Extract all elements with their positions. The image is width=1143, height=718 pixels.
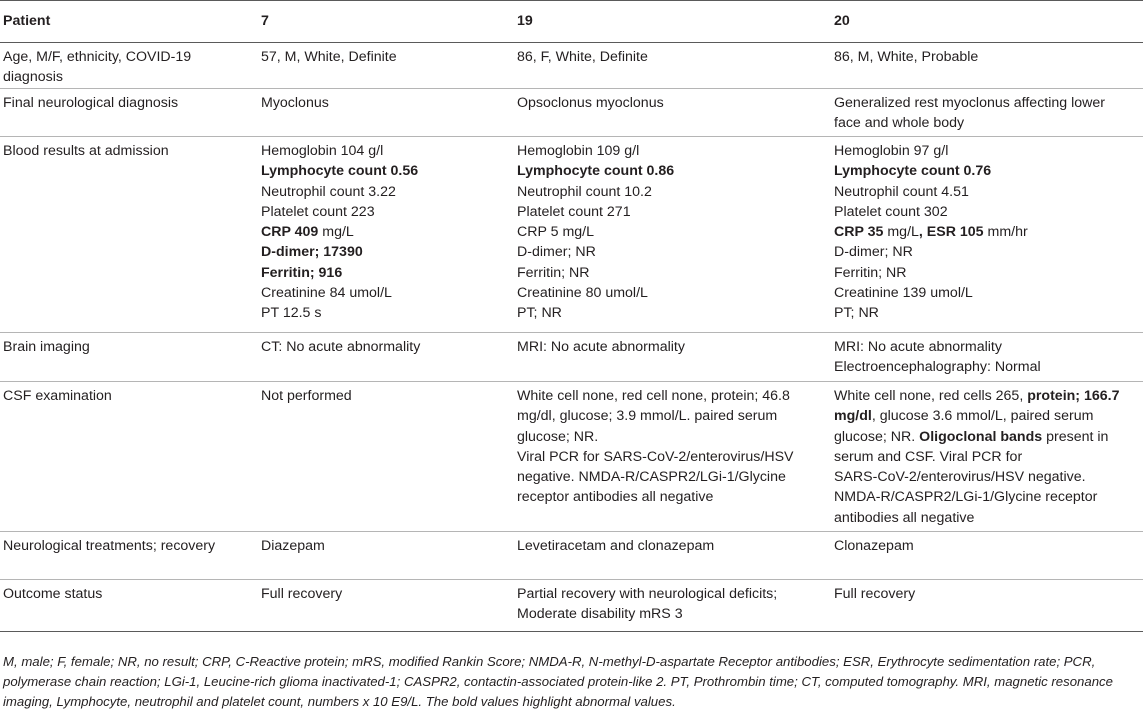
blood-20-pt: PT; NR xyxy=(834,305,879,322)
blood-19-lymphocyte: Lymphocyte count 0.86 xyxy=(517,163,675,180)
blood-20-esr-value: , ESR 105 xyxy=(918,224,984,241)
outcome-19-line2: Moderate disability mRS 3 xyxy=(517,606,683,623)
blood-20-ddimer: D-dimer; NR xyxy=(834,244,913,261)
csf-20-oligoclonal: Oligoclonal bands xyxy=(919,428,1043,445)
cell-brain-19: MRI: No acute abnormality xyxy=(514,333,831,382)
cell-blood-20 xyxy=(831,137,1143,333)
cell-csf-7: Not performed xyxy=(258,382,514,532)
csf-20-line: antibodies all negative xyxy=(834,509,975,526)
csf-20-cells: White cell none, red cells 265, xyxy=(834,388,1028,404)
header-row xyxy=(0,1,1143,43)
blood-7-pt: PT 12.5 s xyxy=(261,305,322,322)
blood-19-neutrophil: Neutrophil count 10.2 xyxy=(517,183,652,200)
blood-7-hemoglobin: Hemoglobin 104 g/l xyxy=(261,143,384,159)
csf-19-line: receptor antibodies all negative xyxy=(517,489,714,506)
header-patient-7: 7 xyxy=(258,1,514,43)
csf-20-protein: protein; 166.7 xyxy=(1027,388,1120,404)
blood-19-platelet: Platelet count 271 xyxy=(517,203,631,220)
csf-20-line: SARS-CoV-2/enterovirus/HSV negative. xyxy=(834,469,1086,486)
csf-20-line: NMDA-R/CASPR2/LGi-1/Glycine receptor xyxy=(834,489,1098,506)
header-patient-20: 20 xyxy=(831,1,1143,43)
table-footnote: M, male; F, female; NR, no result; CRP, C-Reactive protein; mRS, modified Rankin Score; NMDA-R, N-methyl-D-aspartate Receptor antibodies; ESR, Erythrocyte sedimentation rate; PCR, polymerase chain reaction; LGi-1, Leucine-rich glioma inactivated-1; CASPR2, contactin-associated protein-like 2. PT, Prothrombin time; CT, computed tomography. MRI, magnetic resonance imaging, Lymphocyte, neutrophil and platelet count, numbers x 10 E9/L. The bold values highlight abnormal values. xyxy=(3,654,1113,709)
cell-csf-20 xyxy=(831,382,1143,532)
cell-diagnosis-7: Myoclonus xyxy=(258,89,514,137)
cell-treatment-20: Clonazepam xyxy=(831,532,1143,580)
blood-20-platelet: Platelet count 302 xyxy=(834,203,948,220)
blood-7-crp-value: CRP 409 xyxy=(261,224,319,241)
row-label-treatment xyxy=(0,532,258,580)
blood-19-pt: PT; NR xyxy=(517,305,562,322)
brain-20-mri: MRI: No acute abnormality xyxy=(834,339,1002,355)
blood-7-creatinine: Creatinine 84 umol/L xyxy=(261,285,392,302)
blood-19-hemoglobin: Hemoglobin 109 g/l xyxy=(517,143,640,159)
blood-20-hemoglobin: Hemoglobin 97 g/l xyxy=(834,143,949,159)
cell-diagnosis-19: Opsoclonus myoclonus xyxy=(514,89,831,137)
blood-7-ddimer: D-dimer; 17390 xyxy=(261,244,363,261)
header-patient: Patient xyxy=(0,1,258,43)
table-row-brain xyxy=(0,333,1143,382)
outcome-19-line1: Partial recovery with neurological deficits; xyxy=(517,586,778,602)
csf-19-line: Viral PCR for SARS-CoV-2/enterovirus/HSV xyxy=(517,448,794,465)
blood-20-neutrophil: Neutrophil count 4.51 xyxy=(834,183,969,200)
cell-outcome-19 xyxy=(514,580,831,632)
blood-20-ferritin: Ferritin; NR xyxy=(834,264,907,281)
blood-20-crp-esr xyxy=(834,222,1143,242)
cell-outcome-20: Full recovery xyxy=(831,580,1143,632)
row-label-age-text: Age, M/F, ethnicity, COVID-19 diagnosis xyxy=(3,49,192,86)
blood-20-crp-unit: mg/L xyxy=(883,224,919,241)
blood-7-lymphocyte: Lymphocyte count 0.56 xyxy=(261,163,419,180)
row-label-age xyxy=(0,43,258,89)
cell-age-7: 57, M, White, Definite xyxy=(258,43,514,89)
csf-20-present: present in xyxy=(1042,428,1109,445)
cell-csf-19 xyxy=(514,382,831,532)
cell-age-20: 86, M, White, Probable xyxy=(831,43,1143,89)
csf-20-protein-unit: mg/dl xyxy=(834,408,872,425)
csf-20-line: serum and CSF. Viral PCR for xyxy=(834,448,1023,465)
row-label-diagnosis: Final neurological diagnosis xyxy=(0,89,258,137)
table-row-diagnosis xyxy=(0,89,1143,137)
blood-20-crp-value: CRP 35 xyxy=(834,224,884,241)
cell-treatment-19: Levetiracetam and clonazepam xyxy=(514,532,831,580)
csf-20-line xyxy=(834,386,1143,406)
table-row-treatment xyxy=(0,532,1143,580)
row-label-csf: CSF examination xyxy=(0,382,258,532)
csf-19-line: White cell none, red cell none, protein; 46.8 xyxy=(517,388,790,404)
csf-19-line: glucose; NR. xyxy=(517,428,599,445)
csf-20-line xyxy=(834,427,1143,447)
cell-diagnosis-20-text: Generalized rest myoclonus affecting lower face and whole body xyxy=(834,95,1106,132)
table-row-blood xyxy=(0,137,1143,333)
cell-brain-7: CT: No acute abnormality xyxy=(258,333,514,382)
row-label-treatment-text: Neurological treatments; recovery xyxy=(3,538,216,554)
blood-20-lymphocyte: Lymphocyte count 0.76 xyxy=(834,163,992,180)
blood-20-esr-unit: mm/hr xyxy=(983,224,1028,241)
table-row-outcome xyxy=(0,580,1143,632)
csf-19-line: negative. NMDA-R/CASPR2/LGi-1/Glycine xyxy=(517,469,786,486)
brain-20-eeg: Electroencephalography: Normal xyxy=(834,359,1041,376)
csf-20-glucose: , glucose 3.6 mmol/L, paired serum xyxy=(871,408,1094,425)
blood-19-ferritin: Ferritin; NR xyxy=(517,264,590,281)
blood-7-ferritin: Ferritin; 916 xyxy=(261,264,343,281)
row-label-blood: Blood results at admission xyxy=(0,137,258,333)
blood-7-platelet: Platelet count 223 xyxy=(261,203,375,220)
table-row-csf xyxy=(0,382,1143,532)
header-patient-19: 19 xyxy=(514,1,831,43)
blood-19-creatinine: Creatinine 80 umol/L xyxy=(517,285,648,302)
cell-brain-20 xyxy=(831,333,1143,382)
blood-7-crp-unit: mg/L xyxy=(318,224,354,241)
blood-7-crp xyxy=(261,222,514,242)
row-label-brain: Brain imaging xyxy=(0,333,258,382)
csf-19-line: mg/dl, glucose; 3.9 mmol/L. paired serum xyxy=(517,408,778,425)
csf-20-serum-glucose: glucose; NR. xyxy=(834,428,920,445)
row-label-outcome: Outcome status xyxy=(0,580,258,632)
blood-19-crp: CRP 5 mg/L xyxy=(517,224,595,241)
csf-20-line xyxy=(834,406,1143,426)
blood-20-creatinine: Creatinine 139 umol/L xyxy=(834,285,973,302)
cell-blood-19 xyxy=(514,137,831,333)
cell-diagnosis-20 xyxy=(831,89,1143,137)
blood-7-neutrophil: Neutrophil count 3.22 xyxy=(261,183,396,200)
cell-outcome-7: Full recovery xyxy=(258,580,514,632)
blood-19-ddimer: D-dimer; NR xyxy=(517,244,596,261)
cell-treatment-7: Diazepam xyxy=(258,532,514,580)
cell-age-19: 86, F, White, Definite xyxy=(514,43,831,89)
table-row-age xyxy=(0,43,1143,89)
cell-blood-7 xyxy=(258,137,514,333)
